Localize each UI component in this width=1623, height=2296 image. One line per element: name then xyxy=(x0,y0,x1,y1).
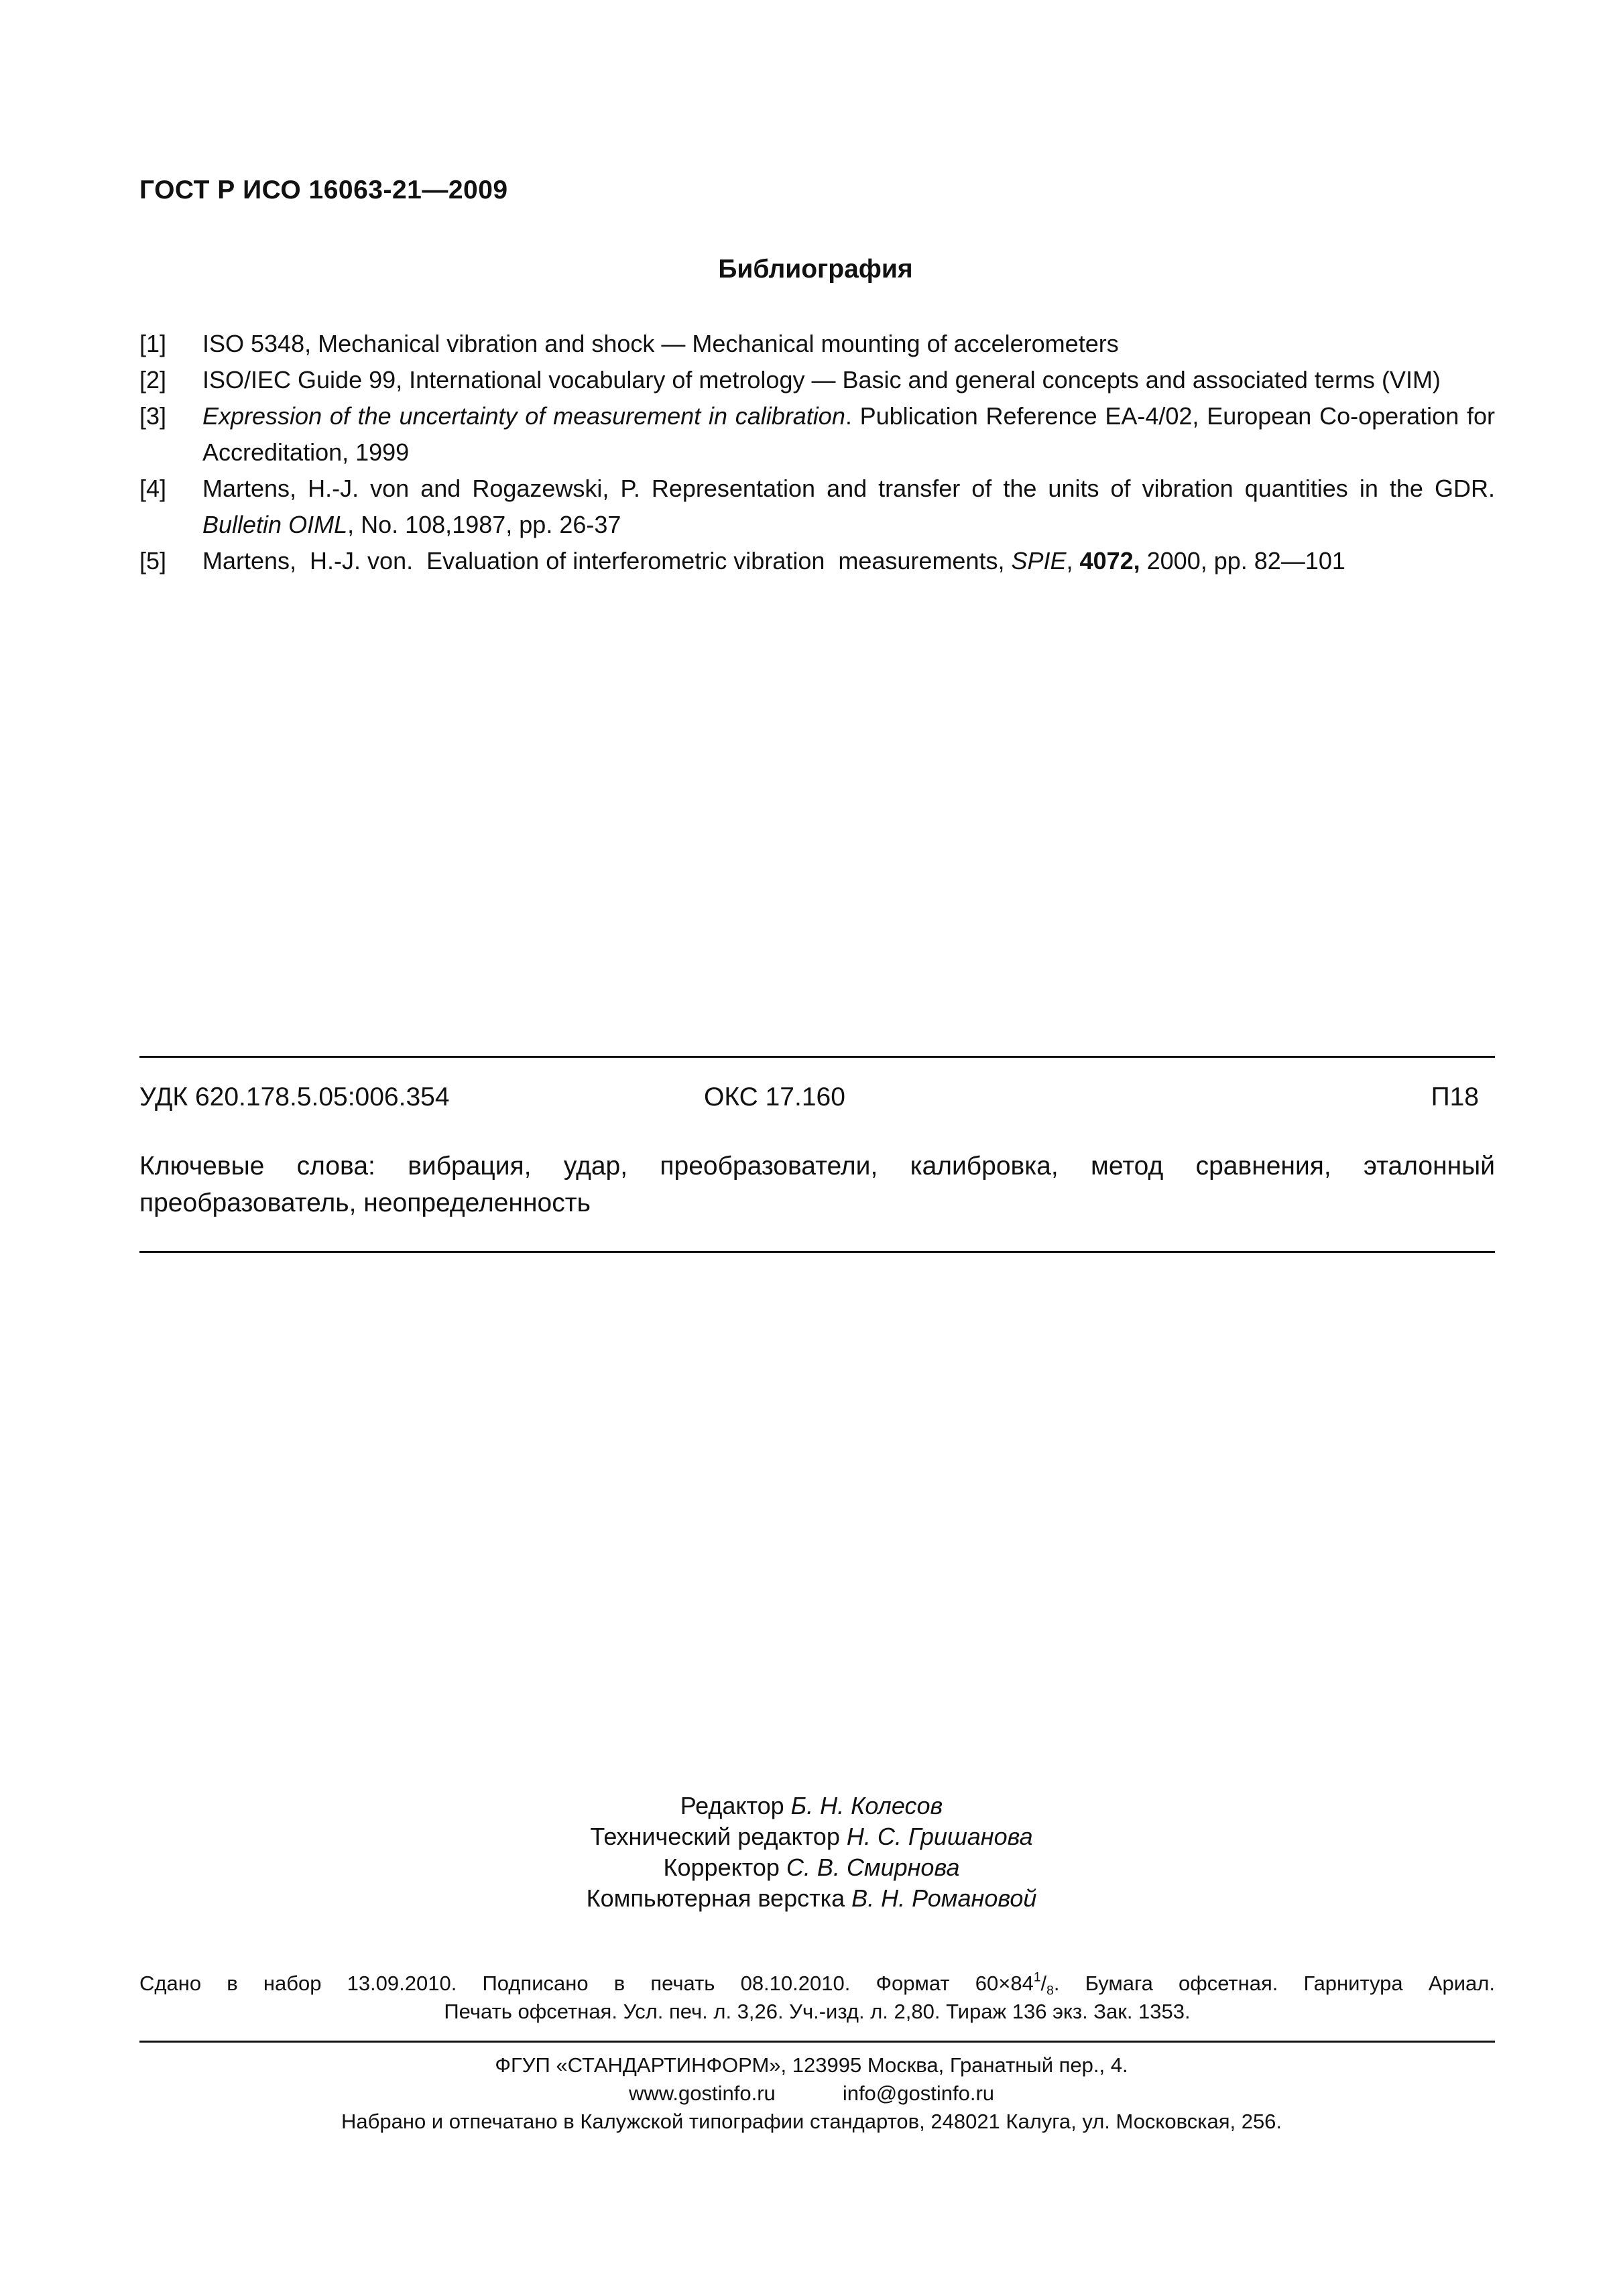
classification-row xyxy=(139,1083,1495,1116)
publisher-contacts xyxy=(0,2079,1623,2108)
bibliography-item-text xyxy=(202,398,1495,471)
divider-line xyxy=(139,1056,1495,1058)
bibliography-item-separator: , xyxy=(1066,547,1080,575)
bibliography-list xyxy=(139,326,1495,579)
divider-line xyxy=(139,2041,1495,2043)
credit-line xyxy=(0,1821,1623,1852)
document-number-header: ГОСТ Р ИСО 16063-21—2009 xyxy=(139,176,508,204)
bibliography-item xyxy=(139,543,1495,579)
print-info-text: Сдано в набор 13.09.2010. Подписано в печать 08.10.2010. Формат 60×84 xyxy=(139,1972,1034,1995)
oks-code: ОКС 17.160 xyxy=(704,1083,845,1111)
format-fraction-denominator: 8 xyxy=(1046,1984,1054,1998)
publisher-address: ФГУП «СТАНДАРТИНФОРМ», 123995 Москва, Гранатный пер., 4. xyxy=(495,2053,1128,2077)
keywords: Ключевые слова: вибрация, удар, преобразователи, калибровка, метод сравнения, эталонный преобразователь, неопределенность xyxy=(139,1152,1495,1217)
bibliography-item-details: , No. 108,1987, pp. 26-37 xyxy=(347,511,621,538)
bibliography-title: Библиография xyxy=(718,255,913,284)
bibliography-item-main-text: Martens, H.-J. von. Evaluation of interferometric vibration measurements, xyxy=(202,547,1012,575)
bibliography-item-number: [5] xyxy=(139,547,167,575)
bibliography-item-volume: 4072, xyxy=(1079,547,1140,575)
credit-role: Редактор xyxy=(680,1792,791,1819)
publisher-website-link[interactable]: www.gostinfo.ru xyxy=(628,2081,776,2105)
group-code: П18 xyxy=(1431,1083,1479,1111)
bibliography-item-title: Expression of the uncertainty of measurement in calibration xyxy=(202,402,845,430)
bibliography-item-number: [3] xyxy=(139,402,167,430)
print-info-text: . Бумага офсетная. Гарнитура Ариал. xyxy=(1053,1972,1495,1995)
format-fraction-slash: / xyxy=(1040,1972,1047,1995)
publisher-email-link[interactable]: info@gostinfo.ru xyxy=(842,2081,995,2105)
print-info-line xyxy=(139,1970,1495,1998)
credit-name: Н. С. Гришанова xyxy=(846,1823,1033,1850)
credit-name: С. В. Смирнова xyxy=(786,1854,960,1881)
credit-role: Компьютерная верстка xyxy=(586,1884,852,1912)
credit-line xyxy=(0,1883,1623,1914)
credit-name: Б. Н. Колесов xyxy=(790,1792,943,1819)
bibliography-item-details: . Publication Reference EA-4/02, European Co-operation for Accreditation, 1999 xyxy=(202,402,1495,466)
credit-role: Технический редактор xyxy=(590,1823,847,1850)
credits-block xyxy=(0,1791,1623,1914)
bibliography-item-text xyxy=(202,471,1495,543)
bibliography-item xyxy=(139,471,1495,543)
bibliography-item-journal: SPIE xyxy=(1011,547,1067,575)
bibliography-item-number: [2] xyxy=(139,366,167,394)
format-fraction-numerator: 1 xyxy=(1033,1970,1041,1985)
udk-code: УДК 620.178.5.05:006.354 xyxy=(139,1083,450,1111)
print-info xyxy=(139,1970,1495,2026)
divider-line xyxy=(139,1251,1495,1253)
bibliography-item-details: 2000, pp. 82—101 xyxy=(1140,547,1345,575)
bibliography-item-number: [4] xyxy=(139,475,167,502)
credit-name: В. Н. Романовой xyxy=(851,1884,1037,1912)
bibliography-item xyxy=(139,362,1495,398)
bibliography-item-text xyxy=(202,543,1495,579)
credit-line xyxy=(0,1852,1623,1883)
publisher-block xyxy=(0,2051,1623,2136)
bibliography-item-text: ISO 5348, Mechanical vibration and shock — Mechanical mounting of accelerometers xyxy=(202,330,1119,357)
printing-house-info: Набрано и отпечатано в Калужской типографии стандартов, 248021 Калуга, ул. Московская, 256. xyxy=(341,2110,1282,2133)
print-info-line: Печать офсетная. Усл. печ. л. 3,26. Уч.-изд. л. 2,80. Тираж 136 экз. Зак. 1353. xyxy=(444,2000,1191,2023)
credit-line xyxy=(0,1791,1623,1821)
bibliography-item-number: [1] xyxy=(139,330,167,357)
bibliography-item-journal: Bulletin OIML xyxy=(202,511,348,538)
bibliography-item xyxy=(139,326,1495,362)
credit-role: Корректор xyxy=(663,1854,786,1881)
bibliography-item-main-text: Martens, H.-J. von and Rogazewski, P. Representation and transfer of the units of vibration quantities in the GDR. xyxy=(202,475,1495,502)
bibliography-item-text: ISO/IEC Guide 99, International vocabulary of metrology — Basic and general concepts and associated terms (VIM) xyxy=(202,366,1441,394)
bibliography-item xyxy=(139,398,1495,471)
